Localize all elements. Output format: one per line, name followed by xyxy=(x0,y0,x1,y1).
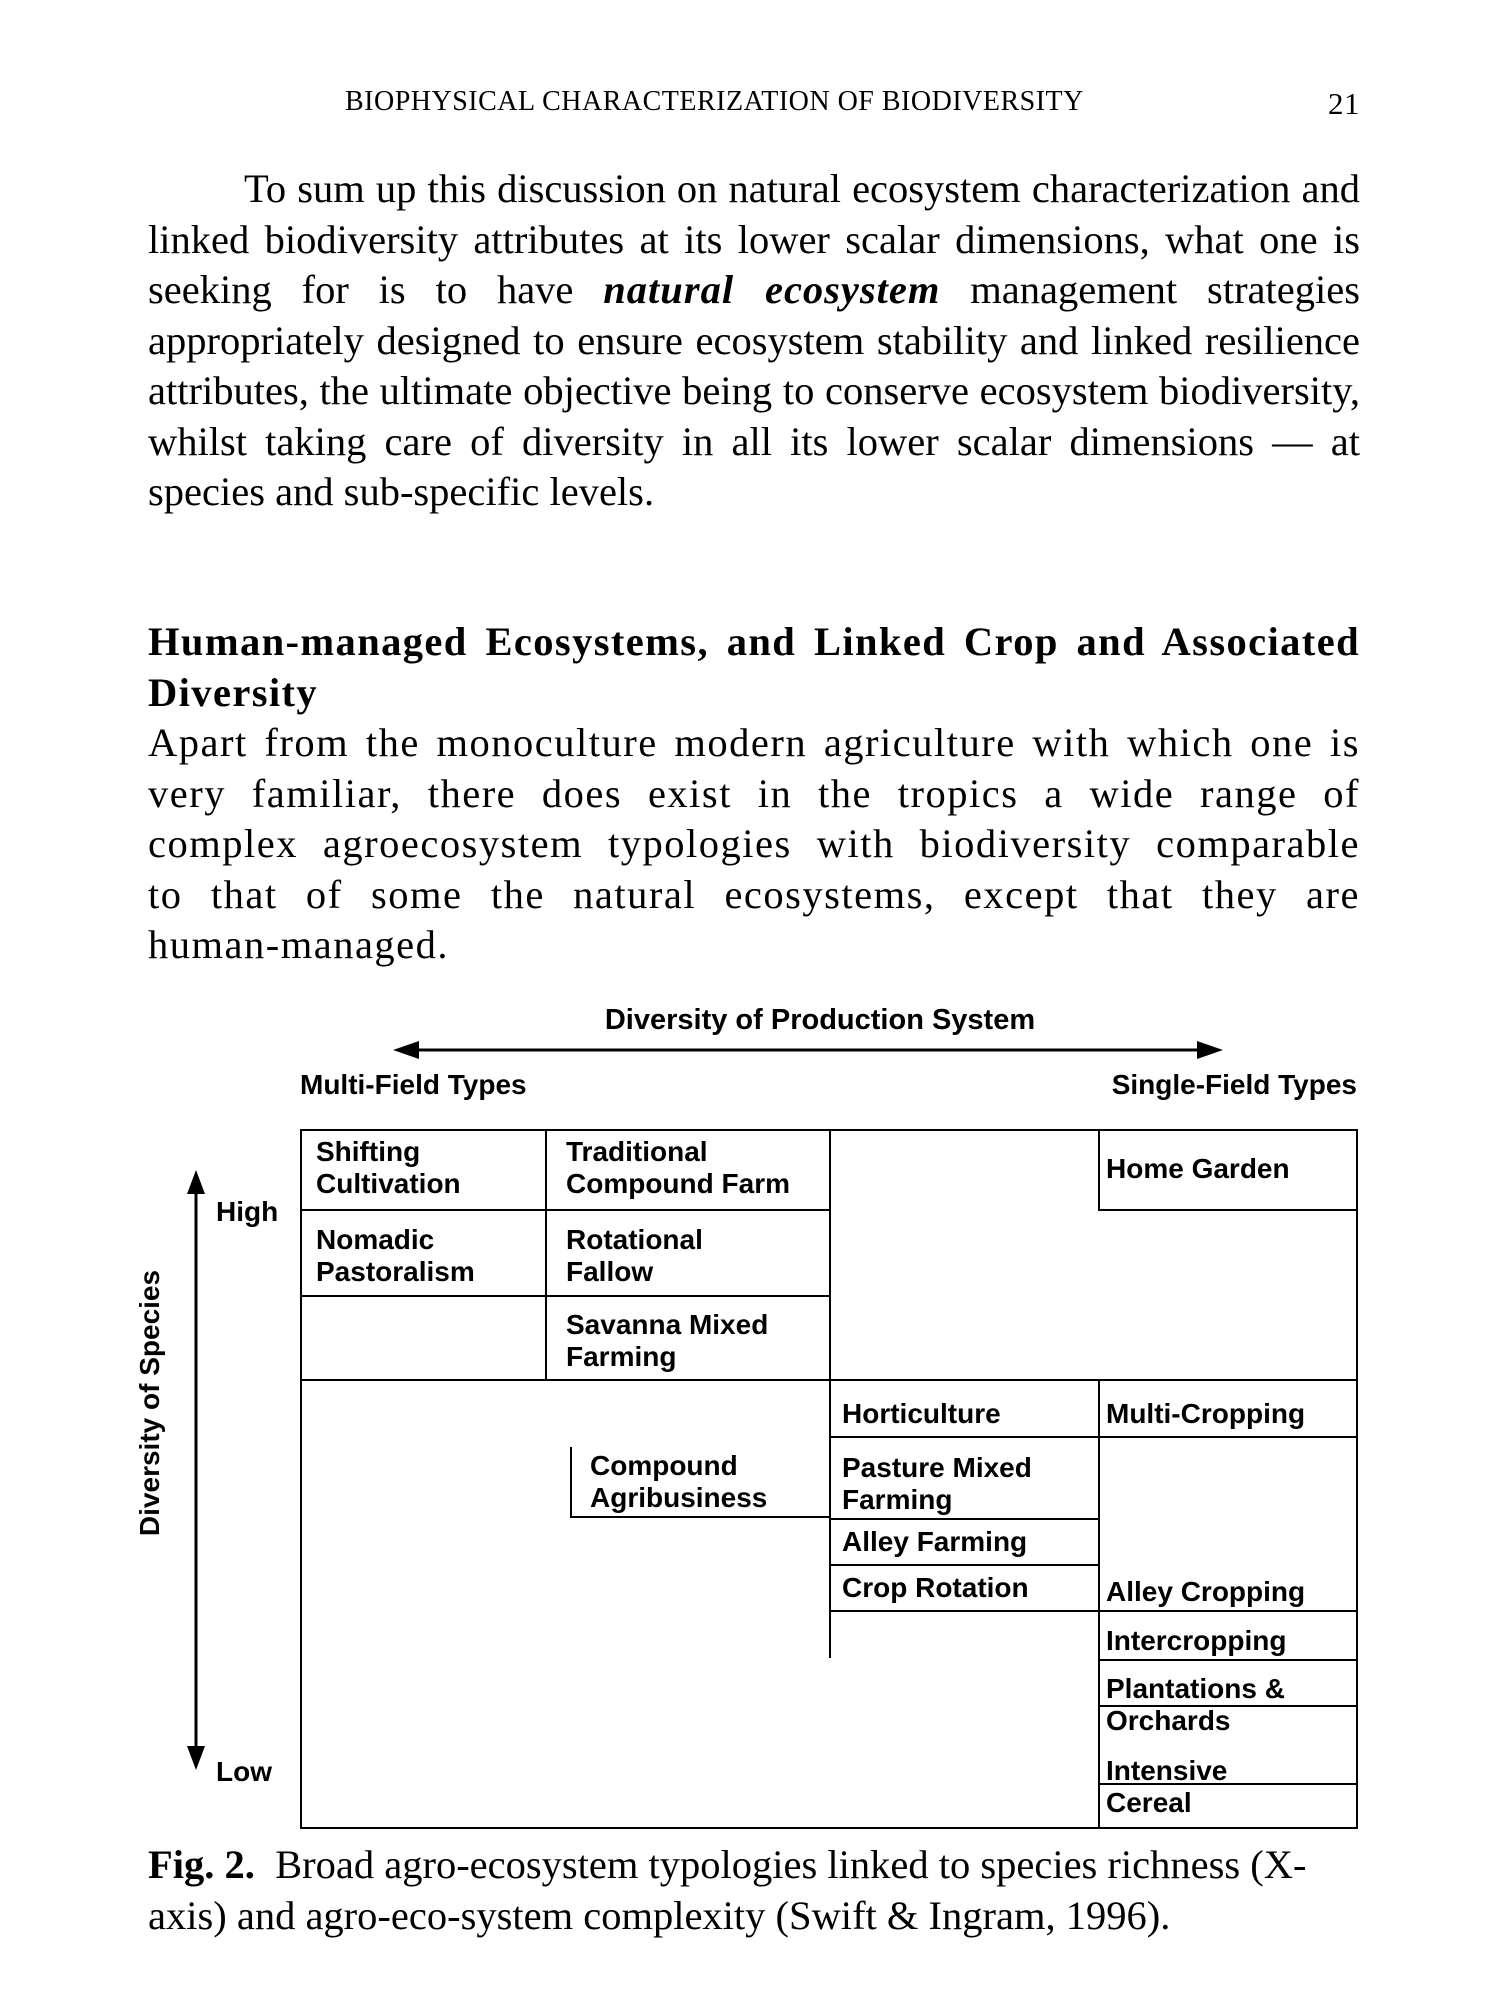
grid-line xyxy=(829,1436,1358,1438)
page-number: 21 xyxy=(1328,86,1360,121)
y-axis-high-label: High xyxy=(216,1196,279,1227)
cell-alley-cropping: Alley Cropping xyxy=(1106,1576,1306,1607)
cell-home-garden: Home Garden xyxy=(1106,1153,1290,1184)
grid-line xyxy=(1098,1131,1100,1209)
cell-shifting-cultivation: Shifting Cultivation xyxy=(316,1136,461,1199)
grid-line xyxy=(545,1131,547,1379)
grid-line xyxy=(829,1610,1358,1612)
paragraph-text-start: To sum up this discussion on natural ecosystem characterization and linked biodiversity attributes at its lower scalar dimensions, what one is seeking for is to have xyxy=(148,166,1360,312)
paragraph-ecosystem-summary xyxy=(148,164,1360,518)
caption-text: Broad agro-ecosystem typologies linked to species richness (X-axis) and agro-eco-system complexity (Swift & Ingram, 1996). xyxy=(148,1842,1307,1938)
section-heading: Human-managed Ecosystems, and Linked Crop and Associated Diversity xyxy=(148,619,1360,715)
cell-nomadic-pastoralism: Nomadic Pastoralism xyxy=(316,1224,475,1287)
y-axis-low-label: Low xyxy=(216,1756,272,1787)
grid-line xyxy=(570,1516,829,1518)
cell-intercropping: Intercropping xyxy=(1106,1625,1287,1656)
cell-plantations-orchards: Plantations & Orchards xyxy=(1106,1673,1285,1736)
grid-line xyxy=(302,1295,829,1297)
emphasis-natural-ecosystem: natural ecosystem xyxy=(603,267,941,312)
x-axis-left-label: Multi-Field Types xyxy=(300,1069,527,1100)
grid-line xyxy=(829,1131,831,1658)
cell-pasture-mixed-farming: Pasture Mixed Farming xyxy=(842,1452,1032,1515)
cell-multi-cropping: Multi-Cropping xyxy=(1106,1398,1306,1429)
cell-crop-rotation: Crop Rotation xyxy=(842,1572,1029,1603)
x-axis-title: Diversity of Production System xyxy=(604,1004,1036,1036)
cell-horticulture: Horticulture xyxy=(842,1398,1001,1429)
paragraph-agroecosystems: Apart from the monoculture modern agriculture with which one is very familiar, there does exist in the tropics a wide range of complex agroecosystem typologies with biodiversity comparable to that of some the natural ecosystems, except that they are human-managed. xyxy=(148,720,1360,967)
y-axis-title: Diversity of Species xyxy=(134,1269,165,1537)
grid-line xyxy=(829,1518,1098,1520)
grid-line xyxy=(1098,1659,1358,1661)
cell-compound-agribusiness: Compound Agribusiness xyxy=(590,1450,768,1513)
grid-line xyxy=(302,1209,829,1211)
cell-savanna-mixed-farming: Savanna Mixed Farming xyxy=(566,1309,769,1372)
grid-line xyxy=(1098,1379,1100,1829)
cell-rotational-fallow: Rotational Fallow xyxy=(566,1224,703,1287)
y-axis-double-arrow xyxy=(184,1170,208,1770)
grid-line xyxy=(570,1447,572,1516)
cell-traditional-compound-farm: Traditional Compound Farm xyxy=(566,1136,790,1199)
grid-line xyxy=(829,1564,1098,1566)
grid-line xyxy=(1098,1209,1358,1211)
cell-alley-farming: Alley Farming xyxy=(842,1526,1028,1557)
caption-label: Fig. 2. xyxy=(148,1842,255,1887)
cell-intensive-cereal: Intensive Cereal xyxy=(1106,1755,1228,1818)
running-header xyxy=(345,86,1360,126)
x-axis-double-arrow xyxy=(393,1038,1223,1062)
figure-caption xyxy=(148,1840,1360,1941)
x-axis-right-label: Single-Field Types xyxy=(1111,1069,1357,1100)
paragraph-text-end: management strategies appropriately designed to ensure ecosystem stability and linked resilience attributes, the ultimate objective being to conserve ecosystem biodiversity, whilst taking care of diversity in all its lower scalar dimensions — at species and sub-specific levels. xyxy=(148,267,1361,514)
running-title: BIOPHYSICAL CHARACTERIZATION OF BIODIVERSITY xyxy=(345,86,1084,117)
